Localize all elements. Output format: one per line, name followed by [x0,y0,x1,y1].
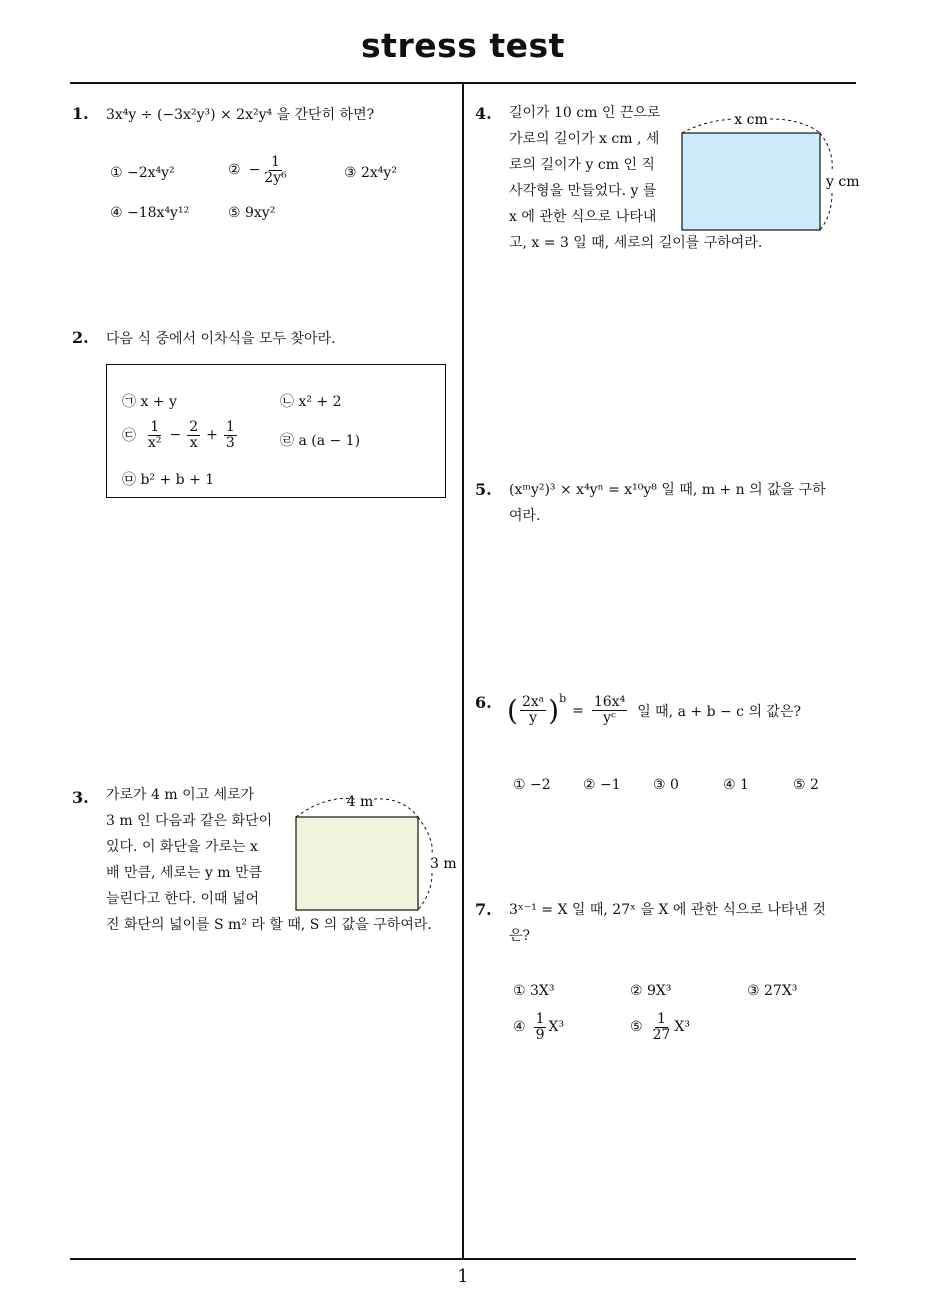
fraction [262,155,288,185]
question-number: 4. [475,104,492,123]
denominator: y [529,710,537,726]
numerator: 1 [225,419,235,435]
text-line: x 에 관한 식으로 나타내 [509,209,657,225]
height-arc-bottom [418,873,432,910]
option-mark: ② [228,162,241,179]
option-4: ④ −18x⁴y¹² [110,205,190,221]
option-mark: ⑤ [630,1019,643,1036]
option-1: ① −2 [513,777,551,793]
option-3: ③ 2x⁴y² [344,165,397,181]
numerator: 16x⁴ [593,694,626,711]
right-paren: ) [548,694,560,727]
option-1: ① 3X³ [513,983,555,999]
option-5: ⑤ 2 [793,777,819,793]
numerator: 2xᵃ [521,694,545,711]
text-line: 여라. [509,508,541,524]
question-number: 6. [475,693,492,712]
page-number: 1 [457,1266,469,1287]
minus-sign: − [248,162,261,179]
choice-a: ㉠ x + y [122,394,177,410]
option-mark: ④ [513,1019,526,1036]
choice-mark: ㉢ [122,428,136,445]
fraction [592,695,627,725]
option-2: ② 9X³ [630,983,672,999]
option-4: ④ 1 [723,777,749,793]
width-arc-left [682,119,732,133]
question-number: 1. [72,104,89,123]
numerator: 1 [271,154,280,170]
option-tail: X³ [674,1019,690,1036]
choice-c [122,420,239,450]
height-label: y cm [826,174,860,190]
option-2: ② −1 [583,777,621,793]
width-label: x cm [734,112,768,128]
text-line: 늘린다고 한다. 이때 넓어 [106,891,260,907]
equation [507,694,801,727]
text-line: 배 만큼, 세로는 y m 만큼 [106,865,263,881]
denominator: 2y⁶ [264,169,287,186]
fraction [651,1012,673,1042]
choice-e: ㉤ b² + b + 1 [122,472,215,488]
option-3: ③ 0 [653,777,679,793]
text-line: 있다. 이 화단을 가로는 x [106,839,258,855]
text-line: (xᵐy²)³ × x⁴yⁿ = x¹⁰y⁸ 일 때, m + n 의 값을 구하 [509,482,826,498]
question-stem: 다음 식 중에서 이차식을 모두 찾아라. [106,331,336,347]
text-line: 고, x = 3 일 때, 세로의 길이를 구하여라. [509,235,763,251]
width-arc-right [374,799,418,817]
rectangle-diagram [670,105,860,235]
text-line: 은? [509,928,531,944]
width-label: 4 m [346,794,374,810]
choice-b: ㉡ x² + 2 [280,394,342,410]
denominator: x [189,434,198,451]
text-line: 3 m 인 다음과 같은 화단이 [106,813,273,829]
question-number: 2. [72,328,89,347]
numerator: 1 [657,1011,666,1027]
fraction [187,420,200,450]
denominator: x² [148,434,162,451]
option-3: ③ 27X³ [747,983,798,999]
fraction [224,420,237,450]
text-line: 가로의 길이가 x cm , 세 [509,131,660,147]
text-line: 로의 길이가 y cm 인 직 [509,157,655,173]
page-title: stress test [361,26,565,65]
height-arc-top [418,817,432,853]
exponent: b [559,692,567,705]
text-line: 진 화단의 넓이를 S m² 라 할 때, S 의 값을 구하여라. [106,917,432,933]
text-line: 가로가 4 m 이고 세로가 [106,787,255,803]
left-paren: ( [507,694,518,727]
text-line: 3ˣ⁻¹ = X 일 때, 27ˣ 을 X 에 관한 식으로 나타낸 것 [509,902,826,918]
option-2 [228,155,291,185]
denominator: 9 [535,1026,545,1043]
question-stem: 3x⁴y ÷ (−3x²y³) × 2x²y⁴ 을 간단히 하면? [106,107,375,123]
question-number: 5. [475,480,492,499]
choice-d: ㉣ a (a − 1) [280,433,361,449]
option-5: ⑤ 9xy² [228,205,276,221]
bottom-rule [70,1258,856,1260]
denominator: 3 [225,434,235,451]
option-1: ① −2x⁴y² [110,165,175,181]
fraction [146,420,164,450]
fraction [520,695,546,725]
equals-sign: = [572,702,584,719]
plus-sign: + [206,427,218,444]
question-number: 3. [72,788,89,807]
width-arc-right [770,119,820,133]
numerator: 2 [189,419,199,435]
text-line: 사각형을 만들었다. y 를 [509,183,657,199]
minus-sign: − [169,427,182,444]
string-rectangle [682,133,820,230]
height-arc-bottom [820,193,832,230]
fraction [534,1012,547,1042]
numerator: 1 [535,1011,545,1027]
height-label: 3 m [430,856,457,872]
height-arc-top [820,133,832,171]
option-5 [630,1012,690,1042]
column-divider [462,83,464,1259]
numerator: 1 [150,419,160,435]
option-4 [513,1012,564,1042]
equation-tail: 일 때, a + b − c 의 값은? [637,703,801,720]
denominator: yᶜ [603,710,616,726]
text-line: 길이가 10 cm 인 끈으로 [509,105,661,121]
option-tail: X³ [548,1019,565,1036]
question-number: 7. [475,900,492,919]
garden-diagram [280,785,460,915]
denominator: 27 [652,1026,671,1043]
garden-rectangle [296,817,418,910]
